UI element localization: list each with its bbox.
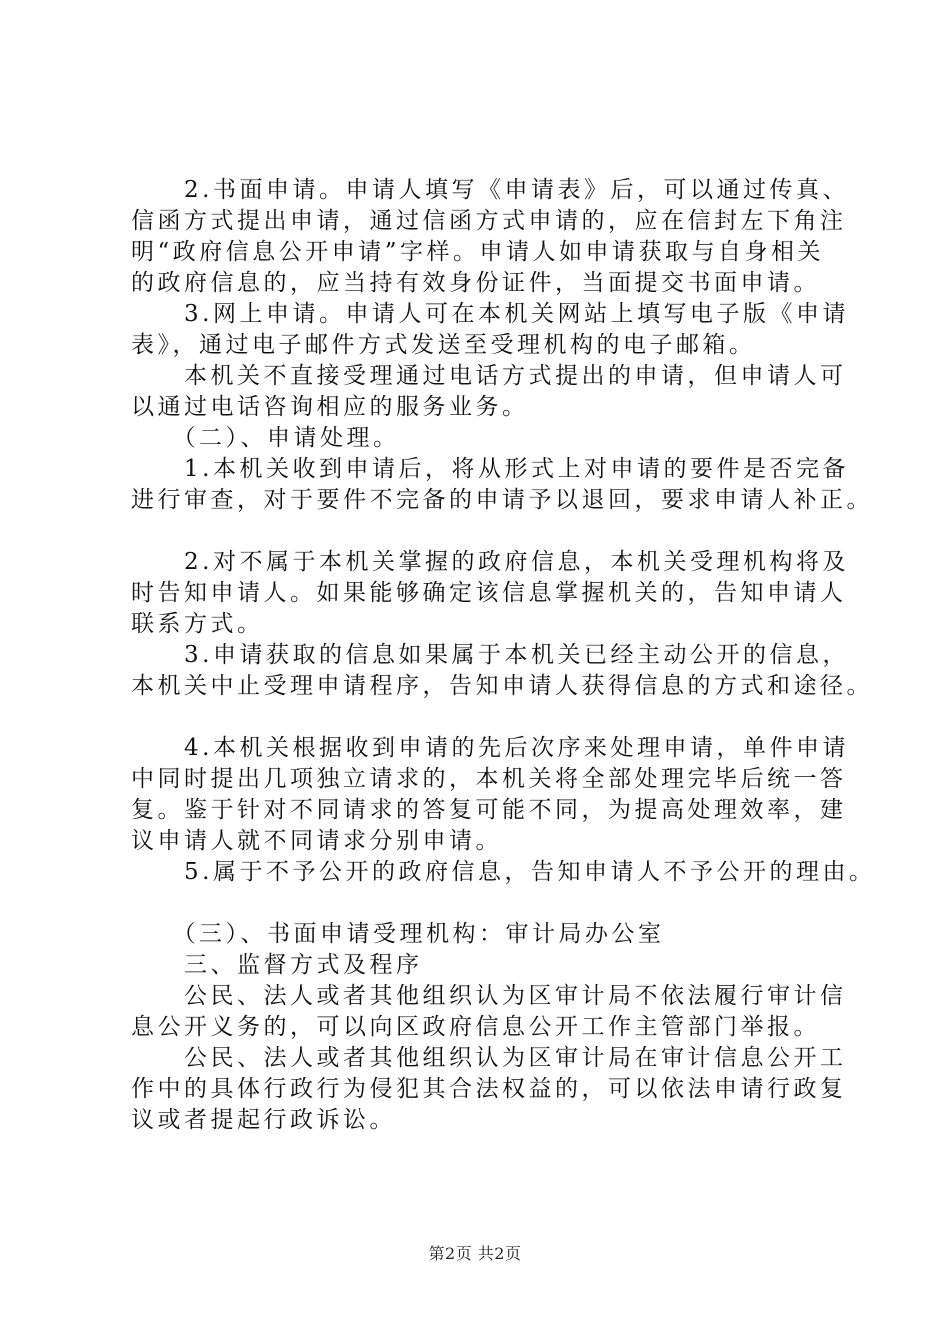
section-heading: （三）、书面申请受理机构：审计局办公室 xyxy=(131,921,665,947)
text-line: 议或者提起行政诉讼。 xyxy=(131,1107,396,1133)
text-line: 信函方式提出申请，通过信函方式申请的，应在信封左下角注 xyxy=(131,208,847,234)
text-line: 复。鉴于针对不同请求的答复可能不同，为提高处理效率，建 xyxy=(131,797,847,823)
blank-line xyxy=(131,888,851,919)
text-line: 以通过电话咨询相应的服务业务。 xyxy=(131,394,529,420)
text-line: 联系方式。 xyxy=(131,611,264,637)
text-line: 议申请人就不同请求分别申请。 xyxy=(131,828,502,854)
text-line: 本机关中止受理申请程序，告知申请人获得信息的方式和途径。 xyxy=(131,673,873,699)
blank-line xyxy=(131,702,851,733)
text-line: 息公开义务的，可以向区政府信息公开工作主管部门举报。 xyxy=(131,1014,820,1040)
section-heading: 三、监督方式及程序 xyxy=(131,952,423,978)
text-line: 1.本机关收到申请后，将从形式上对申请的要件是否完备 xyxy=(131,456,849,482)
text-line: 表》，通过电子邮件方式发送至受理机构的电子邮箱。 xyxy=(131,332,756,358)
text-line: 5.属于不予公开的政府信息，告知申请人不予公开的理由。 xyxy=(131,859,876,885)
text-line: 的政府信息的，应当持有效身份证件，当面提交书面申请。 xyxy=(131,270,820,296)
text-line: 3.申请获取的信息如果属于本机关已经主动公开的信息， xyxy=(131,642,849,668)
section-heading: （二）、申请处理。 xyxy=(131,425,400,451)
text-line: 2.对不属于本机关掌握的政府信息，本机关受理机构将及 xyxy=(131,549,849,575)
text-line: 公民、法人或者其他组织认为区审计局不依法履行审计信 xyxy=(131,983,847,1009)
page-number-footer: 第2页 共2页 xyxy=(428,1244,522,1263)
text-line: 公民、法人或者其他组织认为区审计局在审计信息公开工 xyxy=(131,1045,847,1071)
text-line: 中同时提出几项独立请求的，本机关将全部处理完毕后统一答 xyxy=(131,766,847,792)
text-line: 本机关不直接受理通过电话方式提出的申请，但申请人可 xyxy=(131,363,847,389)
document-body xyxy=(131,175,876,1136)
text-line: 进行审查，对于要件不完备的申请予以退回，要求申请人补正。 xyxy=(131,487,873,513)
text-line: 明“政府信息公开申请”字样。申请人如申请获取与自身相关 xyxy=(131,239,825,265)
text-line: 作中的具体行政行为侵犯其合法权益的，可以依法申请行政复 xyxy=(131,1076,847,1102)
text-line: 4.本机关根据收到申请的先后次序来处理申请，单件申请 xyxy=(131,735,849,761)
text-line: 3.网上申请。申请人可在本机关网站上填写电子版《申请 xyxy=(131,301,849,327)
text-line: 2.书面申请。申请人填写《申请表》后，可以通过传真、 xyxy=(131,177,849,203)
text-line: 时告知申请人。如果能够确定该信息掌握机关的，告知申请人 xyxy=(131,580,847,606)
blank-line xyxy=(131,516,851,547)
